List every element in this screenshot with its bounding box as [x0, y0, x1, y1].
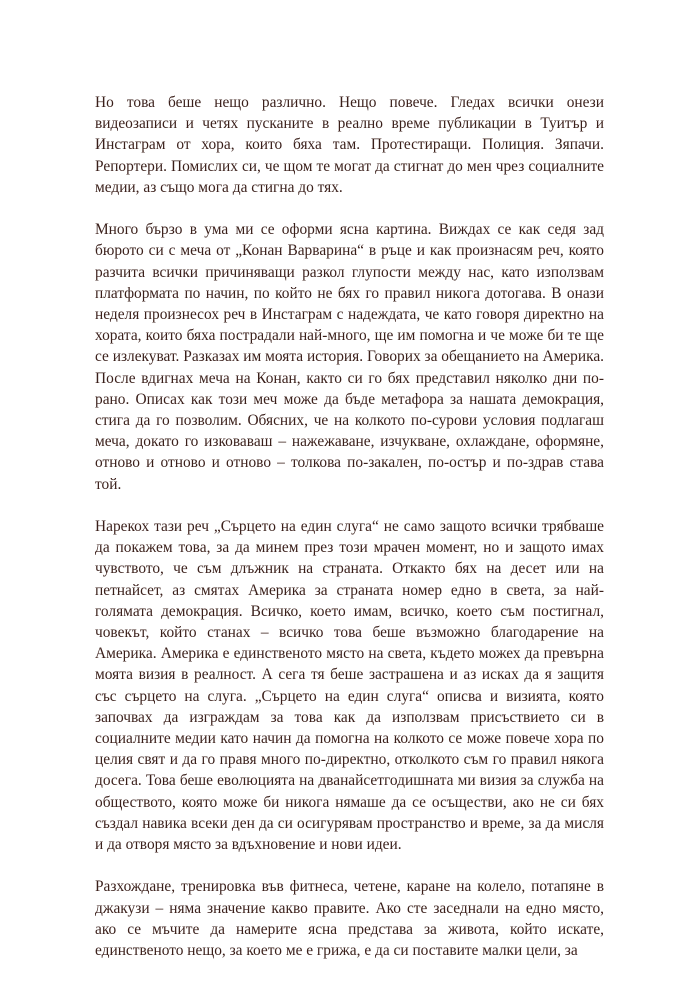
paragraph-4: Разхождане, тренировка във фитнеса, четене, каране на колело, потапяне в джакузи – няма значение какво правите. Ако сте заседнали на едно място, ако се мъчите да намерите ясна представа за живота, който искате, единственото нещо, за което ме е грижа, е да си поставите малки цели, за — [95, 878, 604, 960]
paragraph-3: Нарекох тази реч „Сърцето на един слуга“ не само защото всички трябваше да покажем това, за да минем през този мрачен момент, но и защото имах чувството, че съм длъжник на страната. Откакто бях на десет или на петнайсет, аз смятах Америка за страната номер едно в света, за най-голямата демокрация. Всичко, което имам, всичко, което съм постигнал, човекът, който станах – всичко това беше възможно благодарение на Америка. Америка е единственото място на света, където можех да превърна моята визия в реалност. А сега тя беше застрашена и аз исках да я защитя със сърцето на слуга. „Сърцето на един слуга“ описва и визията, която започвах да изграждам за това как да използвам присъствието си в социалните медии като начин да помогна на колкото се може повече хора по целия свят и да го правя много по-директно, отколкото съм го правил някога досега. Това беше еволюцията на дванайсетгодишната ми визия за служба на обществото, която може би никога нямаше да се осъществи, ако не си бях създал навика всеки ден да си осигурявам пространство и време, за да мисля и да отворя място за вдъхновение и нови идеи. — [95, 518, 604, 854]
paragraph-2: Много бързо в ума ми се оформи ясна картина. Виждах се как седя зад бюрото си с меча от „Конан Варварина“ в ръце и как произнасям реч, която разчита всички причиняващи разкол глупости между нас, като използвам платформата по начин, по който не бях го правил никога дотогава. В онази неделя произнесох реч в Инстаграм с надеждата, че като говоря директно на хората, които бяха пострадали най-много, ще им помогна и че може би те ще се излекуват. Разказах им моята история. Говорих за обещанието на Америка. После вдигнах меча на Конан, както си го бях представил няколко дни по-рано. Описах как този меч може да бъде метафора за нашата демокрация, стига да го позволим. Обясних, че на колкото по-сурови условия подлагаш меча, докато го изковаваш – нажежаване, изчукване, охлаждане, оформяне, отново и отново и отново – толкова по-закален, по-остър и по-здрав става той. — [95, 221, 604, 493]
document-body — [95, 92, 604, 982]
paragraph-1: Но това беше нещо различно. Нещо повече. Гледах всички онези видеозаписи и четях пусканите в реално време публикации в Туитър и Инстаграм от хора, които бяха там. Протестиращи. Полиция. Зяпачи. Репортери. Помислих си, че щом те могат да стигнат до мен чрез социалните медии, аз също мога да стигна до тях. — [95, 94, 604, 196]
